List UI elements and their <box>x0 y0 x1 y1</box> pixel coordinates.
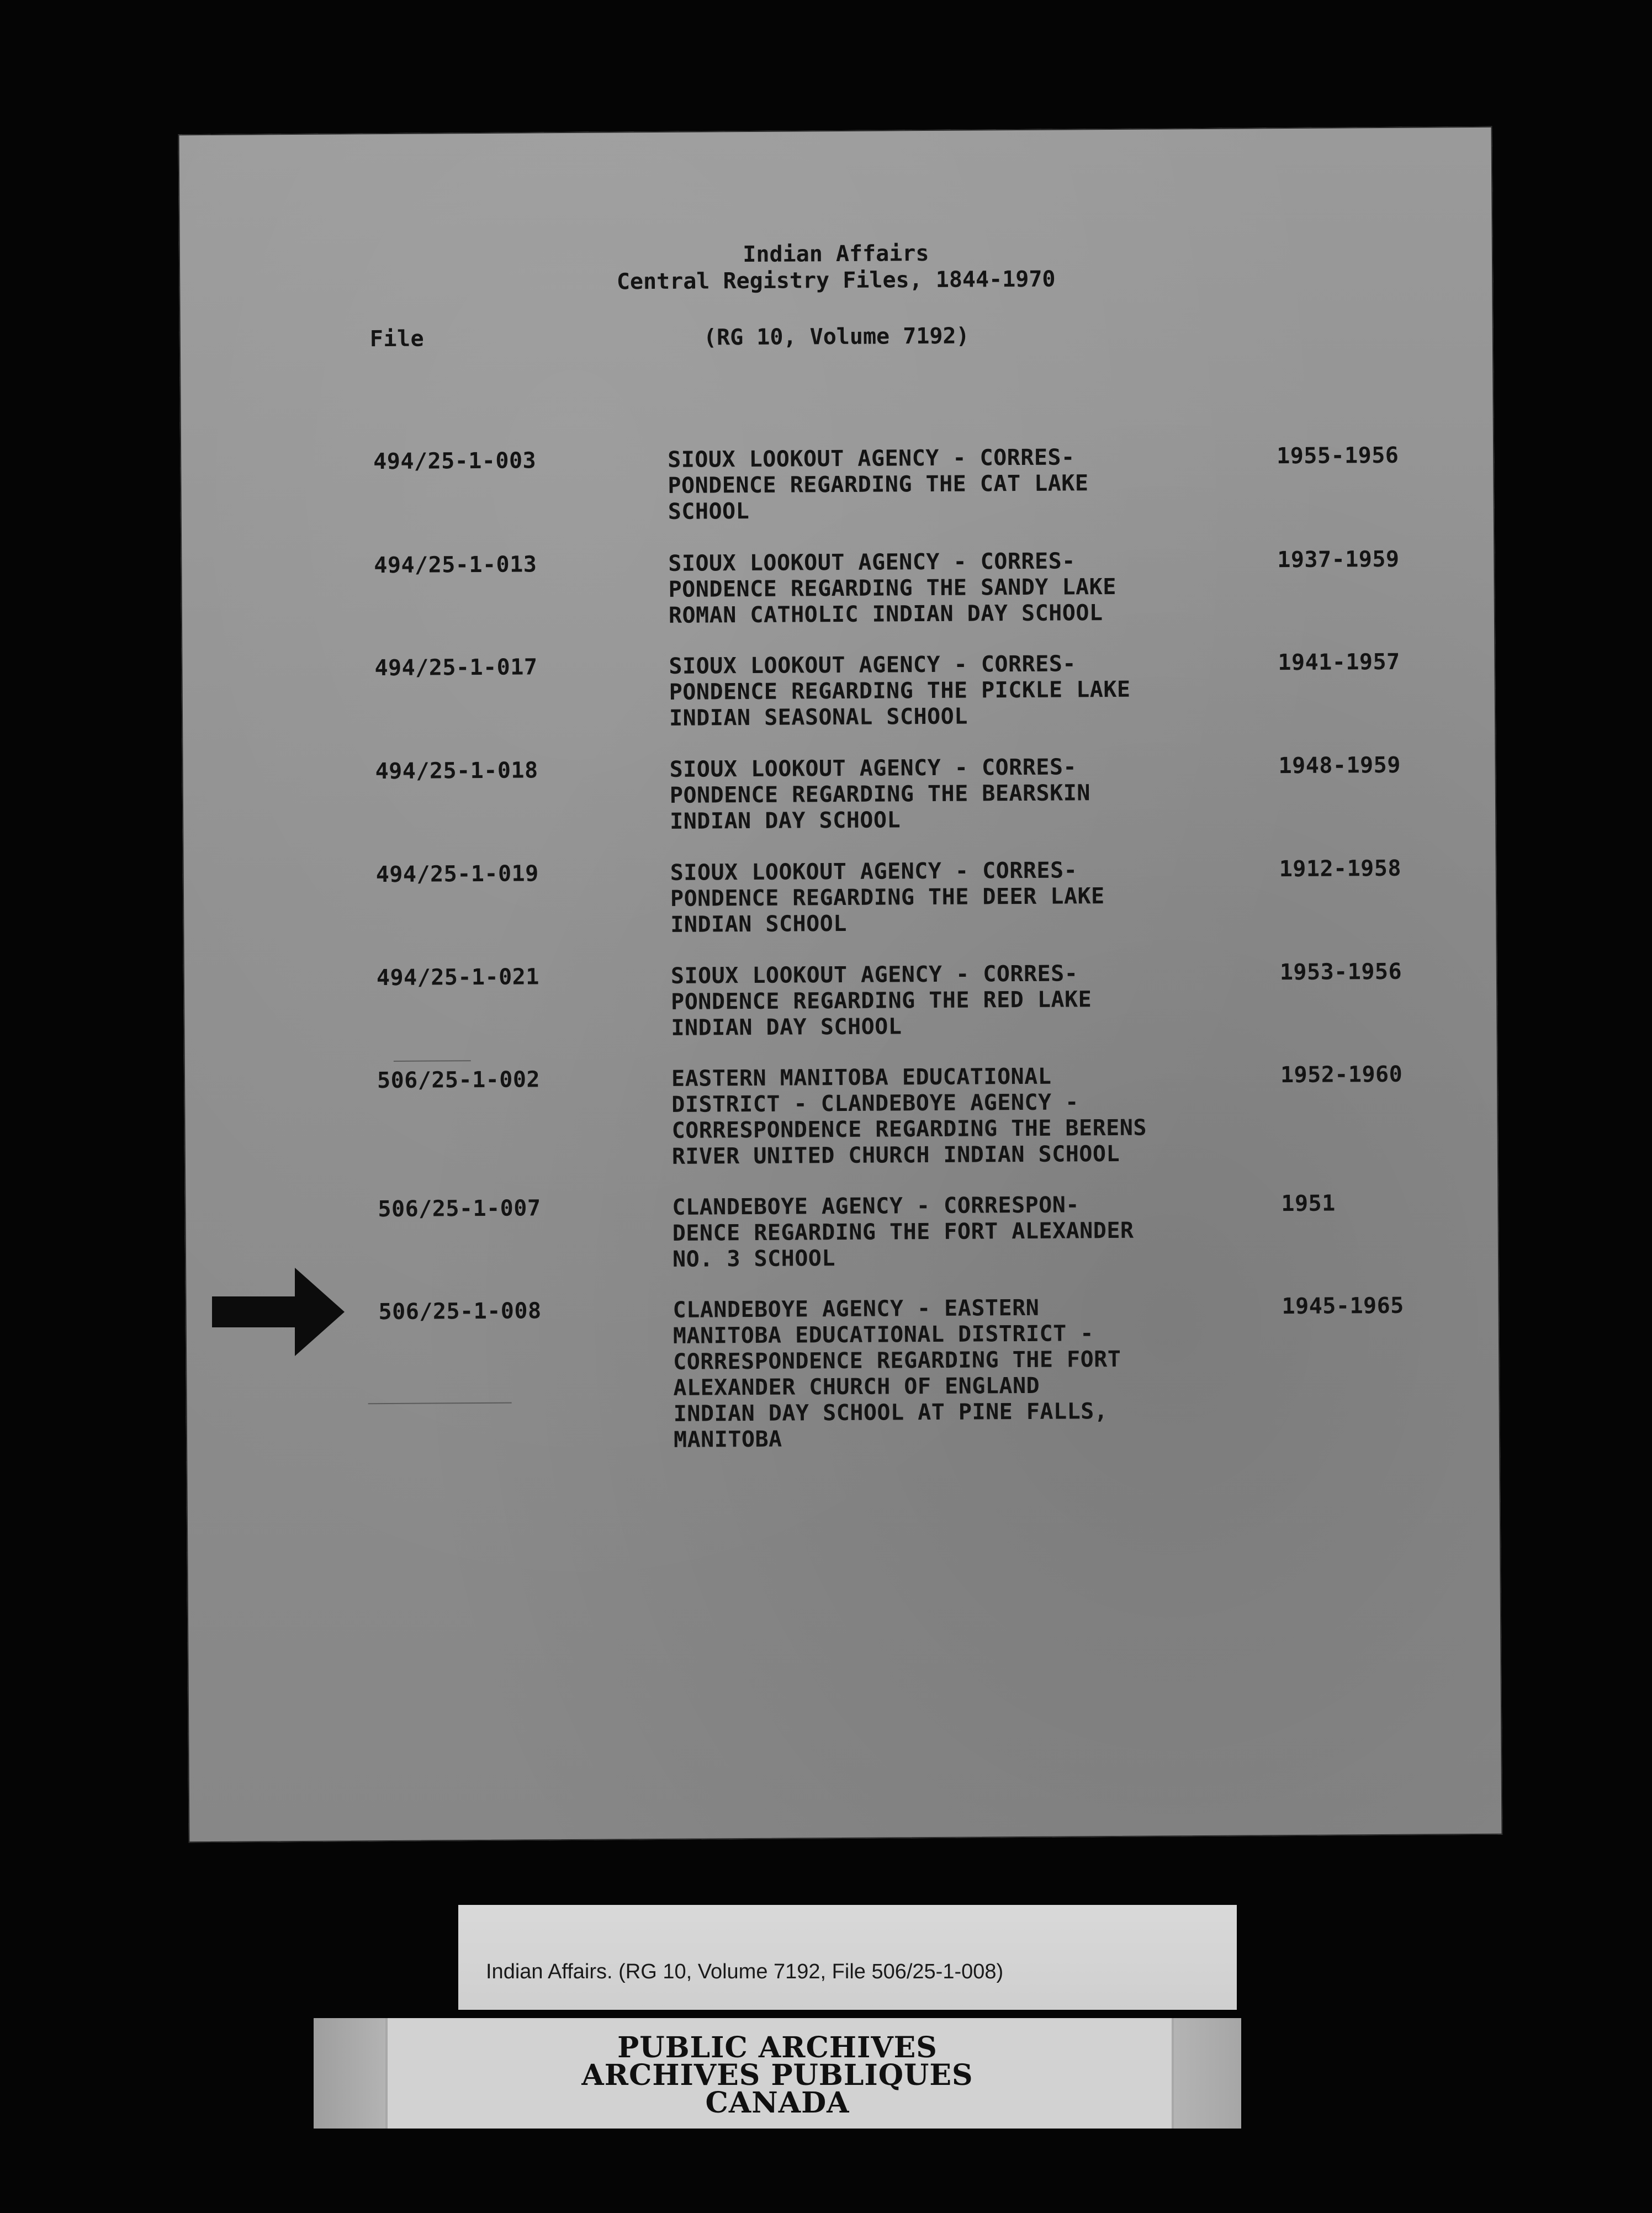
date-range: 1912-1958 <box>1279 855 1402 882</box>
description-line: PONDENCE REGARDING THE BEARSKIN <box>669 780 1091 808</box>
description-line: PONDENCE REGARDING THE DEER LAKE <box>670 883 1105 912</box>
date-range: 1951 <box>1281 1190 1336 1217</box>
date-range: 1953-1956 <box>1279 959 1402 986</box>
description-line: PONDENCE REGARDING THE SANDY LAKE <box>668 574 1116 602</box>
date-range: 1945-1965 <box>1282 1293 1404 1320</box>
description-line: DISTRICT - CLANDEBOYE AGENCY - <box>671 1089 1079 1118</box>
description-line: CLANDEBOYE AGENCY - EASTERN <box>673 1295 1040 1323</box>
stamp-line-french: ARCHIVES PUBLIQUES <box>581 2058 973 2092</box>
description-line: DENCE REGARDING THE FORT ALEXANDER <box>672 1217 1134 1246</box>
description-line: MANITOBA EDUCATIONAL DISTRICT - <box>673 1321 1094 1349</box>
stamp-line-english: PUBLIC ARCHIVES <box>617 2031 938 2064</box>
file-description <box>671 1063 1147 1170</box>
description-line: SIOUX LOOKOUT AGENCY - CORRES- <box>669 754 1077 782</box>
description-line: INDIAN DAY SCHOOL AT PINE FALLS, <box>673 1399 1108 1427</box>
stamp-line-country: CANADA <box>705 2086 850 2120</box>
file-number: 494/25-1-003 <box>373 448 537 475</box>
file-description <box>672 1192 1134 1273</box>
pointer-arrow-icon <box>212 1268 345 1356</box>
description-line: NO. 3 SCHOOL <box>672 1246 836 1272</box>
file-number: 494/25-1-021 <box>376 964 540 991</box>
pencil-mark <box>368 1402 512 1405</box>
series-heading: Central Registry Files, 1844-1970 <box>616 266 1056 295</box>
description-line: SIOUX LOOKOUT AGENCY - CORRES- <box>668 548 1076 576</box>
description-line: CORRESPONDENCE REGARDING THE FORT <box>673 1346 1121 1375</box>
file-description <box>669 754 1090 835</box>
file-column-heading: File <box>369 326 425 352</box>
file-number: 494/25-1-018 <box>375 758 538 785</box>
file-number: 506/25-1-002 <box>377 1067 541 1094</box>
file-description <box>670 857 1105 938</box>
file-number: 494/25-1-013 <box>374 552 537 579</box>
date-range: 1955-1956 <box>1277 442 1399 469</box>
agency-heading: Indian Affairs <box>743 240 929 268</box>
description-line: PONDENCE REGARDING THE PICKLE LAKE <box>669 676 1131 705</box>
file-reference-text: Indian Affairs. (RG 10, Volume 7192, File 506/25-1-008) <box>486 1960 1004 1983</box>
description-line: SIOUX LOOKOUT AGENCY - CORRES- <box>670 961 1078 989</box>
description-line: CLANDEBOYE AGENCY - CORRESPON- <box>672 1192 1080 1220</box>
file-number: 506/25-1-007 <box>378 1195 541 1222</box>
date-range: 1941-1957 <box>1278 649 1400 676</box>
file-number: 506/25-1-008 <box>378 1298 542 1325</box>
file-number: 494/25-1-017 <box>374 654 538 681</box>
description-line: ROMAN CATHOLIC INDIAN DAY SCHOOL <box>668 600 1103 628</box>
description-line: RIVER UNITED CHURCH INDIAN SCHOOL <box>671 1141 1120 1169</box>
document-page <box>178 126 1503 1843</box>
volume-heading: (RG 10, Volume 7192) <box>703 323 970 351</box>
description-line: PONDENCE REGARDING THE RED LAKE <box>671 987 1092 1015</box>
file-description <box>669 651 1131 732</box>
description-line: SIOUX LOOKOUT AGENCY - CORRES- <box>670 857 1078 886</box>
file-reference-label <box>458 1905 1237 2010</box>
file-description <box>668 444 1089 525</box>
description-line: INDIAN DAY SCHOOL <box>670 807 901 834</box>
description-line: SIOUX LOOKOUT AGENCY - CORRES- <box>668 444 1075 473</box>
file-description <box>668 548 1116 629</box>
description-line: INDIAN DAY SCHOOL <box>671 1014 902 1041</box>
file-description <box>673 1295 1121 1453</box>
pencil-mark <box>394 1060 471 1062</box>
description-line: ALEXANDER CHURCH OF ENGLAND <box>673 1373 1040 1401</box>
description-line: CORRESPONDENCE REGARDING THE BERENS <box>671 1115 1147 1143</box>
date-range: 1948-1959 <box>1278 752 1401 779</box>
archives-stamp <box>314 2018 1241 2129</box>
file-number: 494/25-1-019 <box>375 861 539 888</box>
description-line: PONDENCE REGARDING THE CAT LAKE <box>668 470 1089 499</box>
description-line: SCHOOL <box>668 498 750 525</box>
date-range: 1937-1959 <box>1277 546 1400 573</box>
description-line: INDIAN SCHOOL <box>670 910 848 938</box>
description-line: MANITOBA <box>673 1426 782 1453</box>
description-line: INDIAN SEASONAL SCHOOL <box>669 703 968 731</box>
description-line: EASTERN MANITOBA EDUCATIONAL <box>671 1063 1052 1092</box>
file-description <box>671 961 1092 1041</box>
date-range: 1952-1960 <box>1280 1061 1403 1088</box>
description-line: SIOUX LOOKOUT AGENCY - CORRES- <box>669 651 1077 679</box>
